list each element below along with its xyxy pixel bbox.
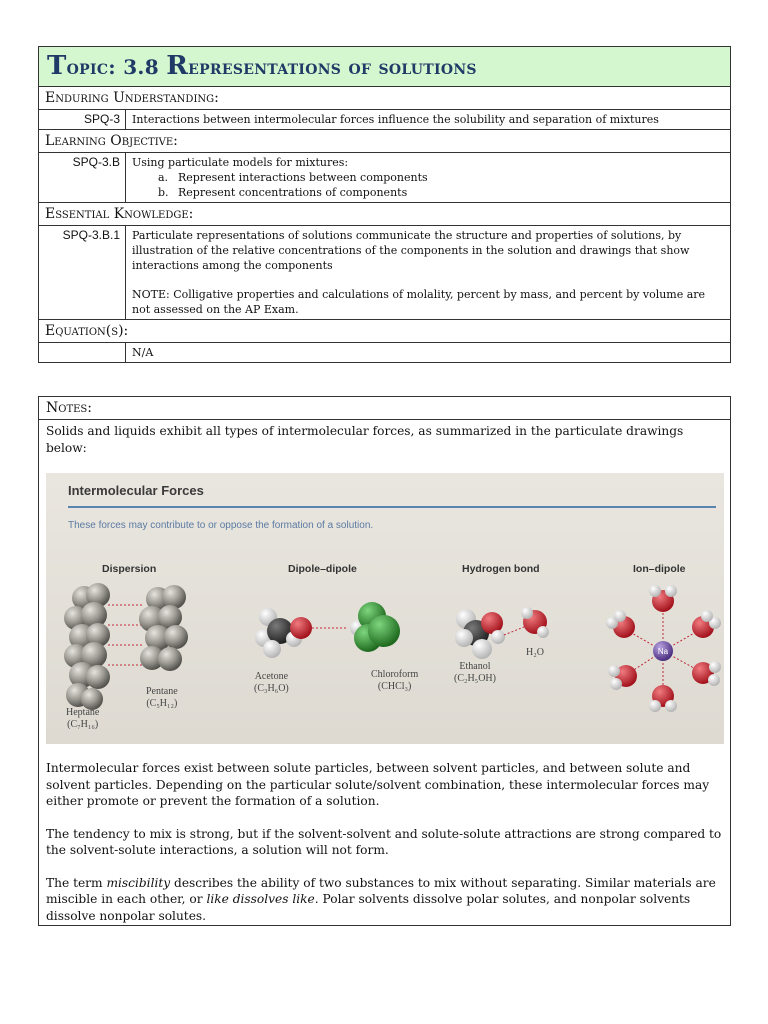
topic-table [38, 46, 731, 363]
enduring-text: Interactions between intermolecular forces influence the solubility and separation of mixtures [126, 110, 731, 130]
objective-code: SPQ-3.B [39, 153, 126, 203]
category-dipole-dipole: Dipole–dipole [288, 563, 357, 575]
objective-list [132, 170, 724, 200]
category-hydrogen-bond: Hydrogen bond [462, 563, 540, 575]
acetone-molecule [255, 608, 312, 658]
objective-item: a. Represent interactions between components [158, 171, 428, 184]
category-dispersion: Dispersion [102, 563, 157, 575]
notes-box [38, 396, 731, 926]
equations-heading: Equation(s): [39, 320, 731, 343]
enduring-understanding-heading: Enduring Understanding: [39, 87, 731, 110]
notes-paragraph-4: The term miscibility describes the ability of two substances to mix without separating. Similar materials are miscible in each other, or like dissolves like. Polar solvents dissolve polar solutes, and nonpolar solvents dissolve nonpolar solutes. [46, 875, 716, 923]
term-miscibility: miscibility [106, 875, 171, 890]
equations-value: N/A [126, 343, 731, 363]
water-label: H₂O [526, 647, 544, 658]
objective-item: b. Represent concentrations of components [158, 186, 408, 199]
learning-objective-heading: Learning Objective: [39, 130, 731, 153]
knowledge-note: NOTE: Colligative properties and calculations of molality, percent by mass, and percent by volume are not assessed on the AP Exam. [132, 288, 706, 316]
notes-paragraph-2: Intermolecular forces exist between solute particles, between solvent particles, and between solute and solvent particles. Depending on the particular solute/solvent combination, these intermolecular forces may either promote or prevent the formation of a solution. [46, 761, 710, 808]
chloroform-label: Chloroform (CHCl₃) [371, 669, 419, 692]
equations-code [39, 343, 126, 363]
notes-heading: Notes: [39, 397, 730, 420]
dispersion-attraction-lines [108, 605, 144, 665]
water-molecule [521, 607, 549, 638]
objective-text: Using particulate models for mixtures: [132, 156, 349, 169]
page-title: Topic: 3.8 Representations of solutions [47, 51, 477, 81]
knowledge-code: SPQ-3.B.1 [39, 226, 126, 320]
topic-title-cell [39, 47, 731, 87]
intermolecular-forces-figure [46, 473, 724, 744]
knowledge-text: Particulate representations of solutions communicate the structure and properties of solutions, by illustration of the relative concentrations of the components in the solution and drawings that show interactions among the components [132, 229, 690, 272]
category-ion-dipole: Ion–dipole [633, 563, 686, 575]
notes-paragraph-3: The tendency to mix is strong, but if the solvent-solvent and solute-solute attractions are strong compared to the solvent-solute interactions, a solution will not form. [46, 826, 722, 857]
essential-knowledge-heading: Essential Knowledge: [39, 203, 731, 226]
sodium-ion-label: Na [657, 647, 669, 656]
phrase-like-dissolves-like: like dissolves like. [206, 892, 319, 906]
pentane-molecule [139, 585, 188, 671]
notes-intro: Solids and liquids exhibit all types of intermolecular forces, as summarized in the particulate drawings below: [46, 424, 684, 455]
chloroform-molecule [350, 602, 400, 652]
enduring-code: SPQ-3 [39, 110, 126, 130]
heptane-label: Heptane (C₇H₁₆) [66, 707, 100, 730]
figure-subtitle: These forces may contribute to or oppose the formation of a solution. [68, 520, 374, 531]
ethanol-label: Ethanol (C₂H₅OH) [454, 661, 496, 684]
ethanol-molecule [455, 609, 505, 659]
pentane-label: Pentane (C₅H₁₂) [146, 686, 178, 709]
acetone-label: Acetone (C₃H₆O) [254, 671, 289, 694]
notes-body [39, 423, 730, 924]
heptane-molecule [64, 583, 110, 710]
knowledge-content [126, 226, 731, 320]
hydrogen-bond-line [504, 627, 524, 635]
figure-title: Intermolecular Forces [68, 483, 204, 498]
objective-content [126, 153, 731, 203]
